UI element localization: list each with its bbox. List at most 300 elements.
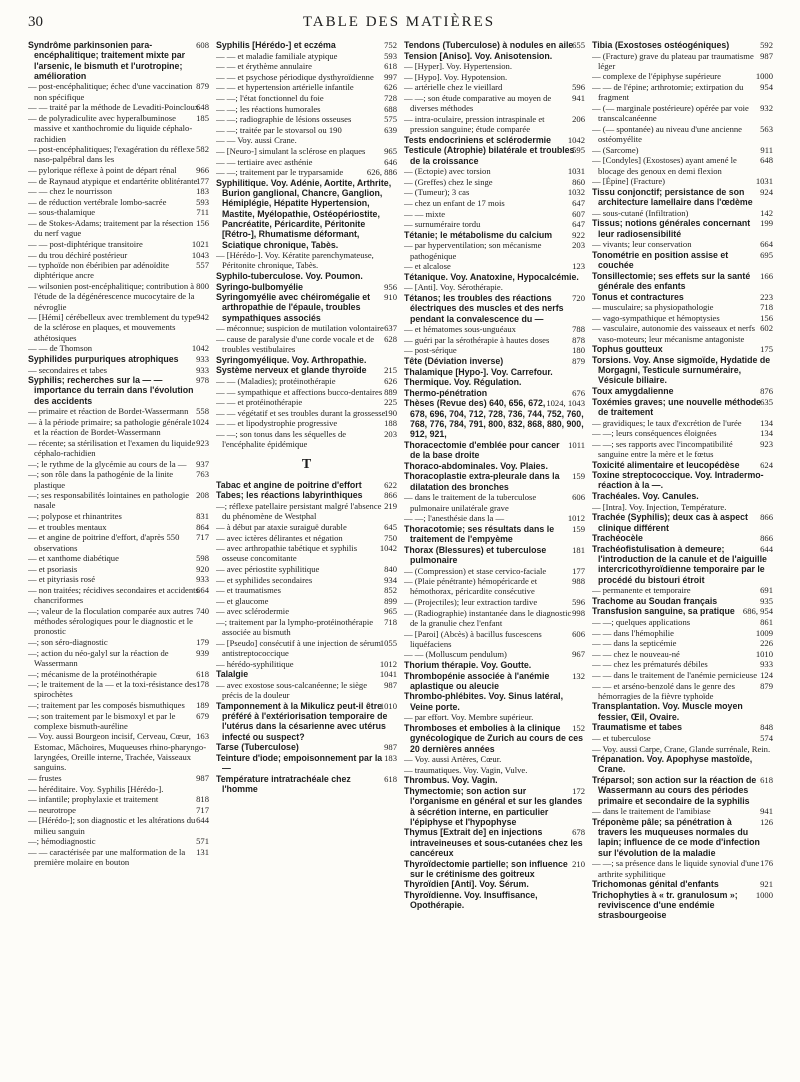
page-reference: 664 <box>196 584 209 595</box>
entry-text: Tétanique. Voy. Anatoxine, Hypocalcémie. <box>404 271 579 282</box>
page-reference: 876 <box>760 386 773 397</box>
index-entry <box>592 302 773 312</box>
entry-text: — à la période primaire; sa pathologie générale et la réaction de Bordet-Wassermann <box>28 416 192 438</box>
entry-text: Tendons (Tuberculose) à nodules en aile <box>404 40 574 50</box>
index-entry <box>216 40 397 50</box>
page-reference: 866 <box>384 490 397 501</box>
index-entry <box>216 114 397 124</box>
index-column-1 <box>28 40 209 1075</box>
index-entry <box>216 323 397 333</box>
index-entry <box>28 343 209 353</box>
index-entry <box>404 356 585 366</box>
page-reference: 939 <box>196 647 209 658</box>
index-entry <box>592 806 773 816</box>
page-reference: 618 <box>760 775 773 786</box>
page-reference: 595 <box>572 145 585 156</box>
index-entry <box>592 250 773 271</box>
index-entry <box>592 51 773 72</box>
entry-text: Syphilides purpuriques atrophiques <box>28 353 179 364</box>
page-reference: 134 <box>760 428 773 439</box>
entry-text: — secondaires et tabes <box>28 364 107 375</box>
index-entry <box>404 335 585 345</box>
page-reference: 720 <box>572 293 585 304</box>
page-reference: 156 <box>196 218 209 229</box>
entry-text: — — tertiaire avec asthénie <box>216 156 313 167</box>
entry-text: — —; radiographie de lésions osseuses <box>216 114 352 125</box>
page-reference: 879 <box>196 81 209 92</box>
entry-text: — (Greffes) chez le singe <box>404 176 493 187</box>
page-reference: 172 <box>572 785 585 796</box>
index-entry <box>28 459 209 469</box>
page-reference: 1012 <box>379 658 397 669</box>
index-entry <box>28 144 209 165</box>
entry-text: Tonométrie en position assise et couchée <box>592 249 729 271</box>
page-reference: 923 <box>196 437 209 448</box>
entry-text: — — traité par la méthode de Levaditi-Poincloux <box>28 102 200 113</box>
index-entry <box>404 145 585 166</box>
index-entry <box>28 836 209 846</box>
index-entry <box>216 135 397 145</box>
index-entry <box>28 585 209 606</box>
page-reference: 752 <box>384 40 397 50</box>
index-entry <box>28 312 209 343</box>
entry-text: — [Pseudo] consécutif à une injection de sérum antistreptococcique <box>216 637 381 659</box>
entry-text: Toxicité alimentaire et leucopédèse <box>592 459 740 470</box>
entry-text: — post-encéphalitiques; l'exagération du réflexe naso-palpébral dans les <box>28 144 195 165</box>
entry-text: — — et arséno-benzolé dans le genre des hémorragies de la fièvre typhoïde <box>592 680 735 701</box>
entry-text: — [Épine] (Fracture) <box>592 176 666 187</box>
index-entry <box>216 742 397 752</box>
page-reference: 1032 <box>567 187 585 198</box>
entry-text: Trachéofistulisation à demeure; l'introduction de la canule et de l'aiguille intercricothyroïdienne temporaire par le procédé du bistouri étroit <box>592 543 767 585</box>
index-entry <box>404 230 585 240</box>
page-reference: 676 <box>572 387 585 398</box>
entry-text: — — chez le nourrisson <box>28 186 113 197</box>
page-reference: 628 <box>384 333 397 344</box>
entry-text: Syringomyélie avec chéiromégalie et arthropathie de l'épaule, troubles sympathiques associés <box>216 292 371 323</box>
index-entry <box>28 700 209 710</box>
index-entry <box>404 166 585 176</box>
index-entry <box>404 723 585 754</box>
page-reference: 1043 <box>191 249 209 260</box>
page-reference: 978 <box>196 375 209 386</box>
entry-text: Tension [Aniso]. Voy. Anisotension. <box>404 50 553 61</box>
entry-text: — [Hypo]. Voy. Hypotension. <box>404 71 508 82</box>
page-reference: 664 <box>760 239 773 250</box>
entry-text: Syphilo-tuberculose. Voy. Poumon. <box>216 270 363 281</box>
entry-text: — sous-cutané (Infiltration) <box>592 207 689 218</box>
entry-text: —; réflexe patellaire persistant malgré l'absence du phénomène de Westphal <box>216 501 382 522</box>
index-entry <box>28 354 209 364</box>
index-entry <box>404 566 585 576</box>
index-entry <box>404 608 585 629</box>
index-entry <box>404 272 585 282</box>
entry-text: — — végétatif et ses troubles durant la grossesse <box>216 407 386 418</box>
index-entry <box>216 418 397 428</box>
index-entry <box>216 680 397 701</box>
entry-text: — (Tumeur); 3 cas <box>404 187 470 198</box>
entry-text: Tête (Déviation inverse) <box>404 356 504 367</box>
page-reference: 1042 <box>191 343 209 354</box>
index-entry <box>28 176 209 186</box>
entry-text: — non traitées; récidives secondaires et accidents chancriformes <box>28 584 199 606</box>
page-reference: 923 <box>760 438 773 449</box>
index-entry <box>592 502 773 512</box>
index-entry <box>28 784 209 794</box>
page-reference: 800 <box>196 280 209 291</box>
entry-text: — et psoriasis <box>28 563 78 574</box>
entry-text: Thyroïdienne. Voy. Insuffisance, Opothérapie. <box>404 890 538 911</box>
entry-text: —; son séro-diagnostic <box>28 637 108 648</box>
index-entry <box>404 492 585 513</box>
index-entry <box>592 890 773 921</box>
index-entry <box>404 51 585 61</box>
entry-text: Thorax (Blessures) et tuberculose pulmonaire <box>404 544 547 565</box>
index-entry <box>592 239 773 249</box>
page-reference: 1055 <box>379 637 397 648</box>
entry-text: — [Hérédo-]; son diagnostic et les altérations du milieu sanguin <box>28 815 196 836</box>
page-reference: 190 <box>384 407 397 418</box>
entry-text: — de réduction vertébrale lombo-sacrée <box>28 196 167 207</box>
page-reference: 988 <box>572 576 585 587</box>
page-reference: 831 <box>196 511 209 522</box>
page-reference: 678 <box>572 827 585 838</box>
index-entry <box>404 471 585 492</box>
index-entry <box>28 207 209 217</box>
page-reference: 1024, 1043 <box>546 398 585 409</box>
page-reference: 175 <box>760 344 773 355</box>
entry-text: — avec sclérodermie <box>216 606 290 617</box>
index-entry <box>216 271 397 281</box>
page-reference: 717 <box>196 804 209 815</box>
index-entry <box>592 606 773 616</box>
index-entry <box>404 597 585 607</box>
entry-text: — (Radiographie) instantanée dans le diagnostic de la granulie chez l'enfant <box>404 607 572 628</box>
index-entry <box>216 157 397 167</box>
index-entry <box>28 197 209 207</box>
entry-text: — guéri par la sérothérapie à hautes doses <box>404 334 550 345</box>
index-entry <box>404 660 585 670</box>
entry-text: Syndrôme parkinsonien para-encéphalitique; traitement mixte par l'arsenic, le bismuth et l'urotropine; amélioration <box>28 40 186 81</box>
index-entry <box>404 712 585 722</box>
page-reference: 203 <box>572 240 585 251</box>
entry-text: — et tuberculose <box>592 732 651 743</box>
entry-text: — à début par ataxie suraiguë durable <box>216 521 347 532</box>
entry-text: — —; son tonus dans les séquelles de l'encéphalite épidémique <box>216 429 347 450</box>
page-reference: 177 <box>196 175 209 186</box>
index-entry <box>216 669 397 679</box>
index-entry <box>216 387 397 397</box>
index-entry <box>592 544 773 585</box>
index-entry <box>28 711 209 732</box>
index-entry <box>216 585 397 595</box>
page-reference: 840 <box>384 564 397 575</box>
index-entry <box>592 681 773 702</box>
index-entry <box>404 398 585 439</box>
index-entry <box>28 490 209 511</box>
page-reference: 911 <box>760 144 773 155</box>
entry-text: Thoracoplastie extra-pleurale dans la dilatation des bronches <box>404 471 560 492</box>
page-reference: 717 <box>196 532 209 543</box>
page-reference: 189 <box>196 699 209 710</box>
entry-text: — post-sérique <box>404 345 457 356</box>
entry-text: Thèses (Revue des) 640, 656, 672, 678, 696, 704, 712, 728, 736, 744, 752, 760, 768, 776, 784, 791, 800, 832, 868, 880, 900, 912, 921, <box>404 398 584 440</box>
entry-text: Trachéocèle <box>592 533 643 544</box>
entry-text: — avec ictères délirantes et négation <box>216 532 343 543</box>
entry-text: — — et protéinothérapie <box>216 397 303 408</box>
index-entry <box>404 691 585 712</box>
index-entry <box>28 511 209 521</box>
index-entry <box>404 324 585 334</box>
entry-text: — dans le traitement de l'amibiase <box>592 806 711 817</box>
index-entry <box>404 261 585 271</box>
page-reference: 763 <box>196 469 209 480</box>
page-reference: 864 <box>196 521 209 532</box>
entry-text: Thymectomie; son action sur l'organisme en général et sur les glandes à sécrétion interne, en particulier l'épiphyse et l'hypophyse <box>404 785 583 827</box>
entry-text: — vivants; leur conservation <box>592 239 692 250</box>
entry-text: — — Voy. aussi Crane. <box>216 135 297 146</box>
page-reference: 1011 <box>568 439 585 450</box>
index-entry <box>216 51 397 61</box>
entry-text: —; le rythme de la glycémie au cours de la — <box>28 458 187 469</box>
section-letter: T <box>301 456 312 472</box>
index-entry <box>28 417 209 438</box>
index-entry <box>28 218 209 239</box>
page-reference: 166 <box>760 270 773 281</box>
index-entry <box>28 250 209 260</box>
page-reference: 935 <box>760 595 773 606</box>
index-entry <box>216 178 397 250</box>
index-entry <box>28 81 209 102</box>
entry-text: — vago-sympathique et hémoptysies <box>592 312 720 323</box>
entry-text: — — chez le nouveau-né <box>592 648 680 659</box>
page-reference: 563 <box>760 123 773 134</box>
page-reference: 1021 <box>191 238 209 249</box>
page-reference: 933 <box>760 659 773 670</box>
page-reference: 574 <box>760 732 773 743</box>
index-entry <box>404 524 585 545</box>
page-reference: 740 <box>196 605 209 616</box>
entry-text: —; action du néo-galyl sur la réaction de Wassermann <box>28 647 169 668</box>
entry-text: Syphilis [Hérédo-] et eczéma <box>216 40 336 50</box>
page-reference: 596 <box>572 597 585 608</box>
page-reference: 223 <box>760 291 773 302</box>
index-entry <box>592 292 773 302</box>
page-reference: 932 <box>760 102 773 113</box>
entry-text: — et xanthome diabétique <box>28 553 119 564</box>
page-reference: 180 <box>572 345 585 356</box>
index-column-2 <box>216 40 397 1075</box>
entry-text: — — caractérisée par une malformation de la première molaire en bouton <box>28 846 186 868</box>
page-reference: 203 <box>384 429 397 439</box>
index-entry <box>404 219 585 229</box>
entry-text: — —; leurs conséquences éloignées <box>592 428 717 439</box>
entry-text: — [Anti]. Voy. Sérothérapie. <box>404 282 503 293</box>
entry-text: — wilsonien post-encéphalitique; contribution à l'étude de la dégénérescence mucocytaire de la névroglie <box>28 280 195 312</box>
page-reference: 181 <box>572 544 585 555</box>
page-reference: 933 <box>196 574 209 585</box>
index-entry <box>28 165 209 175</box>
page-reference: 183 <box>384 752 397 763</box>
entry-text: Transfusion sanguine, sa pratique <box>592 606 735 617</box>
index-entry <box>404 61 585 71</box>
page-reference: 718 <box>760 302 773 313</box>
page-reference: 571 <box>196 836 209 847</box>
index-entry <box>404 282 585 292</box>
index-entry <box>28 815 209 836</box>
page-reference: 558 <box>196 406 209 417</box>
entry-text: — —; l'anesthésie dans la — <box>404 513 505 524</box>
index-entry <box>592 187 773 208</box>
entry-text: — [Condyles] (Exostoses) ayant amené le blocage des genoux en demi flexion <box>592 155 737 176</box>
index-entry <box>592 596 773 606</box>
index-entry <box>216 125 397 135</box>
entry-text: — avec exostose sous-calcanéenne; le siège précis de la douleur <box>216 679 368 701</box>
index-entry <box>592 817 773 858</box>
entry-text: — [Intra]. Voy. Injection, Température. <box>592 501 727 512</box>
page-reference: 860 <box>572 176 585 187</box>
page-reference: 131 <box>196 846 209 857</box>
index-entry <box>592 670 773 680</box>
page-reference: 934 <box>384 574 397 585</box>
page-reference: 183 <box>196 186 209 197</box>
entry-text: Température intratrachéale chez l'homme <box>216 773 351 795</box>
entry-text: — —; ses rapports avec l'incompatibilité sanguine entre la mère et le fœtus <box>592 438 733 459</box>
index-entry <box>404 198 585 208</box>
entry-text: — (— spontanée) au niveau d'une ancienne ostéomyélite <box>592 123 742 145</box>
page-reference: 1042 <box>567 134 585 145</box>
page-reference: 178 <box>196 679 209 690</box>
page-reference: 688 <box>384 103 397 114</box>
page-reference: 691 <box>760 585 773 596</box>
page-reference: 1000 <box>755 71 773 82</box>
index-entry <box>404 775 585 785</box>
index-entry <box>592 418 773 428</box>
entry-text: Thrombo-phlébites. Voy. Sinus latéral, Veine porte. <box>404 691 564 712</box>
page-reference: 987 <box>760 50 773 61</box>
entry-text: — [Hyper]. Voy. Hypertension. <box>404 61 512 72</box>
entry-text: — du trou déchiré postérieur <box>28 249 128 260</box>
page-reference: 592 <box>760 40 773 50</box>
index-entry <box>592 218 773 239</box>
index-entry <box>28 406 209 416</box>
entry-text: Tarse (Tuberculose) <box>216 742 299 753</box>
entry-text: — avec arthropathie tabétique et syphilis osseuse concomitante <box>216 543 358 564</box>
entry-text: Trachome au Soudan français <box>592 595 718 606</box>
entry-text: — par effort. Voy. Membre supérieur. <box>404 712 534 723</box>
entry-text: — (Plaie pénétrante) hémopéricarde et hémothorax, péricardite consécutive <box>404 576 538 597</box>
index-entry <box>592 103 773 124</box>
entry-text: — (Fracture) grave du plateau par traumatisme léger <box>592 50 754 71</box>
index-entry <box>592 775 773 806</box>
page-reference: 188 <box>384 418 397 429</box>
page-reference: 879 <box>760 680 773 691</box>
page-reference: 123 <box>572 261 585 272</box>
page-reference: 987 <box>196 772 209 783</box>
entry-text: Thermique. Voy. Régulation. <box>404 377 522 388</box>
index-entry <box>216 659 397 669</box>
entry-text: — par hyperventilation; son mécanisme pathogénique <box>404 240 542 261</box>
entry-text: — héréditaire. Voy. Syphilis [Hérédo-]. <box>28 783 164 794</box>
entry-text: Thymus [Extrait de] en injections intraveineuses et sous-cutanées chez les cancéreux <box>404 827 583 858</box>
entry-text: — —; les réactions humorales <box>216 103 321 114</box>
entry-text: — Voy. aussi Carpe, Crane, Glande surrénale, Rein. <box>592 743 771 754</box>
entry-text: Tétanos; les troubles des réactions électriques des muscles et des nerfs pendant la convalescence du — <box>404 293 564 324</box>
index-entry <box>28 805 209 815</box>
index-entry <box>216 564 397 574</box>
page-number: 30 <box>28 14 43 30</box>
index-entry <box>592 585 773 595</box>
page-reference: 942 <box>196 312 209 323</box>
page-reference: 718 <box>384 617 397 628</box>
page-reference: 626 <box>384 82 397 93</box>
index-entry <box>216 365 397 375</box>
index-entry <box>216 617 397 638</box>
entry-text: — primaire et réaction de Bordet-Wassermann <box>28 406 189 417</box>
entry-text: Tissu conjonctif; persistance de son architecture lamellaire dans l'œdème <box>592 186 753 208</box>
page-reference: 606 <box>572 492 585 503</box>
page-reference: 596 <box>572 82 585 93</box>
page-reference: 142 <box>760 207 773 218</box>
page-reference: 878 <box>572 334 585 345</box>
page-reference: 618 <box>384 773 397 784</box>
index-entry <box>592 701 773 722</box>
index-entry <box>28 794 209 804</box>
page-reference: 1042 <box>379 543 397 554</box>
index-entry <box>404 72 585 82</box>
index-entry <box>404 649 585 659</box>
entry-text: — post-encéphalitique; échec d'une vaccination non spécifique <box>28 81 193 102</box>
index-entry <box>28 637 209 647</box>
index-entry <box>28 260 209 281</box>
index-column-4 <box>592 40 773 1075</box>
entry-text: Tissus; notions générales concernant leur radiosensibilité <box>592 218 751 239</box>
index-entry <box>28 532 209 553</box>
entry-text: — surnuméraire tordu <box>404 219 481 230</box>
page-reference: 818 <box>196 794 209 805</box>
index-entry <box>28 40 209 81</box>
entry-text: Syphilitique. Voy. Adénie, Aortite, Arthrite, Burion ganglional, Chancre, Ganglion, Hémiplégie, Hépatite Hypertension, Mastite, Myélopathie, Ostéopériostite, Pancréatite, Péricardite, Péritonite [Rétro-], Rhumatisme déformant, Sciatique chronique, Tabès. <box>216 177 392 250</box>
page-reference: 637 <box>384 323 397 334</box>
entry-text: — et syphilides secondaires <box>216 574 313 585</box>
page-reference: 711 <box>196 207 209 218</box>
entry-text: Transplantation. Voy. Muscle moyen fessier, Œil, Ovaire. <box>592 701 743 722</box>
index-entry <box>592 176 773 186</box>
entry-text: Trépanation. Voy. Apophyse mastoïde, Crane. <box>592 754 753 775</box>
page-reference: 655 <box>572 40 585 50</box>
index-entry <box>28 522 209 532</box>
page-reference: 922 <box>572 229 585 240</box>
page-reference: 132 <box>572 670 585 681</box>
entry-text: — intra-oculaire, pression intraspinale et pression sanguine; étude comparée <box>404 113 545 135</box>
entry-text: — —; sa présence dans le liquide synovial d'une arthrite syphilitique <box>592 858 760 879</box>
index-entry <box>28 113 209 144</box>
index-entry <box>216 522 397 532</box>
entry-text: — Voy. aussi Artères, Cœur. <box>404 754 502 765</box>
entry-text: Trachéales. Voy. Canules. <box>592 491 699 502</box>
index-entry <box>216 575 397 585</box>
index-entry <box>28 847 209 868</box>
entry-text: — permanente et temporaire <box>592 585 691 596</box>
page-reference: 987 <box>384 679 397 690</box>
index-entry <box>216 408 397 418</box>
entry-text: — (Ectopie) avec torsion <box>404 166 491 177</box>
entry-text: — dans le traitement de la tuberculose pulmonaire unilatérale grave <box>404 492 537 513</box>
page-reference: 967 <box>572 649 585 660</box>
entry-text: Tamponnement à la Mikulicz peut-il être préféré à l'extériorisation temporaire de l'utérus dans la césarienne avec utérus infecté ou suspect? <box>216 700 388 742</box>
entry-text: — —; son étude comparative au moyen de diverses méthodes <box>404 92 552 114</box>
entry-text: — (Projectiles); leur extraction tardive <box>404 597 538 608</box>
